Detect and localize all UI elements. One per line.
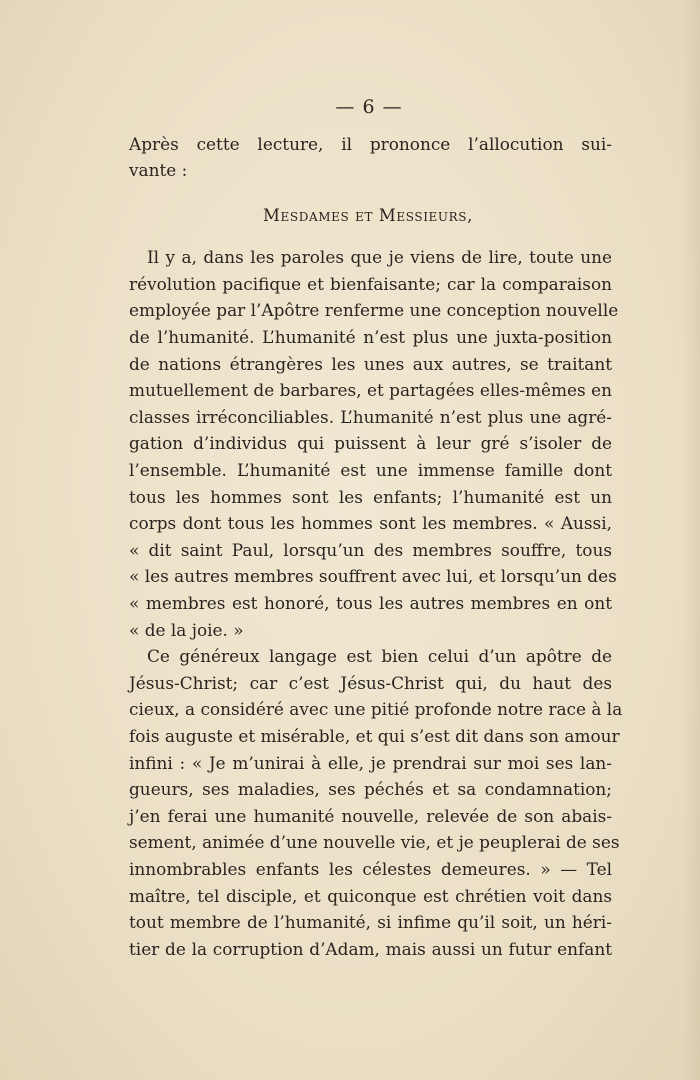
body-line: tier de la corruption d’Adam, mais aussi un futur enfant	[129, 939, 612, 959]
body-line: innombrables enfants les célestes demeures. » — Tel	[129, 859, 612, 879]
body-line: sement, animée d’une nouvelle vie, et je peuplerai de ses	[129, 832, 620, 852]
body-line: classes irréconciliables. L’humanité n’est plus une agré-	[129, 407, 612, 427]
intro-line: vante :	[129, 160, 188, 180]
body-line: révolution pacifique et bienfaisante; car la comparaison	[129, 274, 612, 294]
body-line: tous les hommes sont les enfants; l’humanité est un	[129, 487, 612, 507]
body-line: « de la joie. »	[129, 620, 244, 640]
body-line: gation d’individus qui puissent à leur gré s’isoler de	[129, 433, 612, 453]
salutation-heading: Mesdames et Messieurs,	[263, 206, 473, 225]
body-line: de l’humanité. L’humanité n’est plus une juxta-position	[129, 327, 612, 347]
body-line: Ce généreux langage est bien celui d’un apôtre de	[147, 646, 612, 666]
body-line: de nations étrangères les unes aux autres, se traitant	[129, 354, 612, 374]
body-line: tout membre de l’humanité, si infime qu’il soit, un héri-	[129, 912, 612, 932]
body-line: Jésus-Christ; car c’est Jésus-Christ qui, du haut des	[129, 673, 612, 693]
body-line: corps dont tous les hommes sont les membres. « Aussi,	[129, 513, 612, 533]
body-line: l’ensemble. L’humanité est une immense famille dont	[129, 460, 612, 480]
body-line: infini : « Je m’unirai à elle, je prendrai sur moi ses lan-	[129, 753, 612, 773]
body-line: fois auguste et misérable, et qui s’est dit dans son amour	[129, 726, 620, 746]
body-line: « les autres membres souffrent avec lui, et lorsqu’un des	[129, 566, 617, 586]
page-number: — 6 —	[335, 96, 403, 118]
body-line: cieux, a considéré avec une pitié profonde notre race à la	[129, 699, 623, 719]
body-line: gueurs, ses maladies, ses péchés et sa condamnation;	[129, 779, 612, 799]
body-line: mutuellement de barbares, et partagées elles-mêmes en	[129, 380, 612, 400]
body-line: j’en ferai une humanité nouvelle, relevée de son abais-	[129, 806, 612, 826]
body-line: « membres est honoré, tous les autres membres en ont	[129, 593, 612, 613]
body-line: maître, tel disciple, et quiconque est chrétien voit dans	[129, 886, 612, 906]
body-line: Il y a, dans les paroles que je viens de lire, toute une	[147, 247, 612, 267]
intro-line: Après cette lecture, il prononce l’allocution sui-	[129, 134, 612, 154]
body-line: « dit saint Paul, lorsqu’un des membres souffre, tous	[129, 540, 612, 560]
body-line: employée par l’Apôtre renferme une conception nouvelle	[129, 300, 619, 320]
